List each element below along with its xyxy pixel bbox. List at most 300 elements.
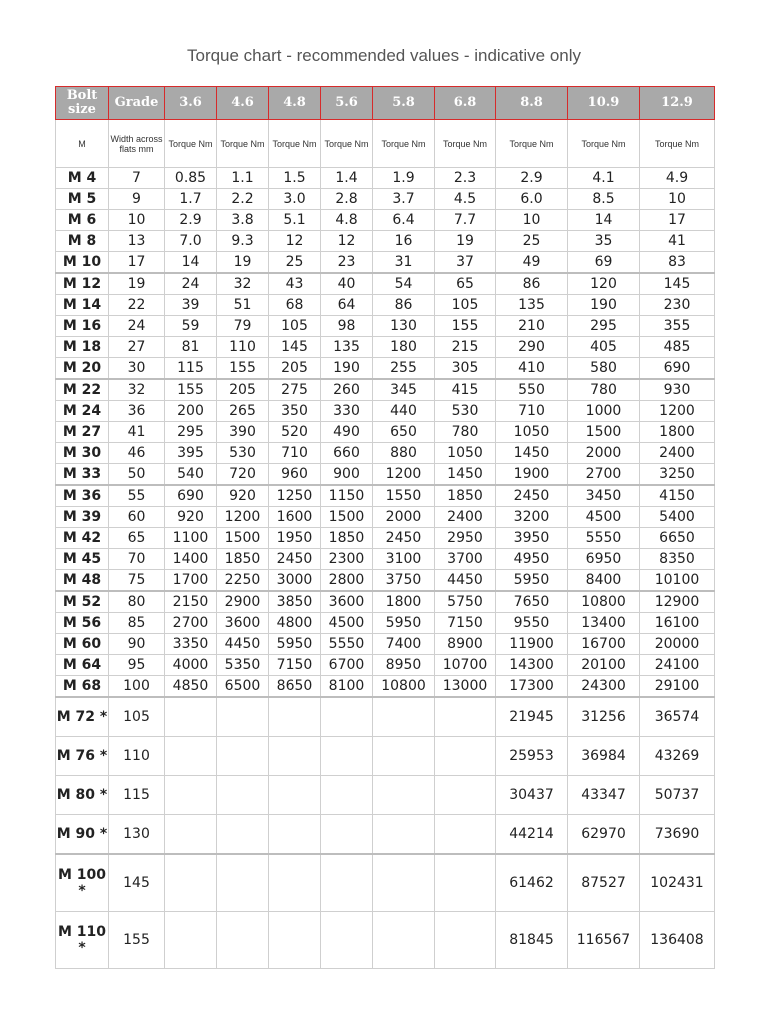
torque-value-cell (217, 854, 269, 912)
page-title: Torque chart - recommended values - indicative only (186, 46, 582, 65)
torque-unit-label: Torque Nm (269, 120, 321, 168)
torque-value-cell: 9550 (496, 613, 568, 634)
table-row (56, 655, 715, 676)
torque-value-cell: 305 (435, 358, 496, 380)
torque-value-cell: 4850 (165, 676, 217, 698)
torque-value-cell: 43347 (568, 776, 640, 815)
torque-value-cell: 4000 (165, 655, 217, 676)
torque-value-cell (373, 697, 435, 737)
table-row (56, 591, 715, 613)
torque-value-cell: 2400 (435, 507, 496, 528)
torque-value-cell: 3600 (217, 613, 269, 634)
bolt-size-cell: M 10 (56, 252, 109, 274)
torque-value-cell: 23 (321, 252, 373, 274)
table-row (56, 464, 715, 486)
torque-value-cell: 1250 (269, 485, 321, 507)
bolt-size-cell: M 64 (56, 655, 109, 676)
torque-value-cell: 6650 (640, 528, 715, 549)
bolt-size-cell: M 8 (56, 231, 109, 252)
torque-value-cell: 59 (165, 316, 217, 337)
torque-value-cell: 73690 (640, 815, 715, 855)
torque-value-cell: 2900 (217, 591, 269, 613)
grade-3-6-header: 3.6 (165, 87, 217, 120)
torque-value-cell (373, 776, 435, 815)
torque-value-cell: 2.9 (165, 210, 217, 231)
torque-value-cell: 330 (321, 401, 373, 422)
torque-value-cell: 690 (640, 358, 715, 380)
table-row (56, 168, 715, 189)
bolt-size-cell: M 90 * (56, 815, 109, 855)
torque-value-cell: 2.9 (496, 168, 568, 189)
torque-value-cell: 4450 (217, 634, 269, 655)
table-row (56, 422, 715, 443)
bolt-size-cell: M 48 (56, 570, 109, 592)
torque-value-cell (165, 776, 217, 815)
torque-value-cell: 4.1 (568, 168, 640, 189)
bolt-size-cell: M 110 * (56, 912, 109, 969)
torque-value-cell: 1450 (496, 443, 568, 464)
torque-value-cell: 205 (269, 358, 321, 380)
torque-value-cell: 1.4 (321, 168, 373, 189)
table-row (56, 697, 715, 737)
torque-value-cell: 1800 (640, 422, 715, 443)
table-row (56, 549, 715, 570)
torque-value-cell: 490 (321, 422, 373, 443)
torque-value-cell: 5950 (269, 634, 321, 655)
torque-unit-label: Torque Nm (321, 120, 373, 168)
torque-value-cell: 2700 (568, 464, 640, 486)
torque-value-cell (321, 912, 373, 969)
torque-value-cell (321, 737, 373, 776)
table-row (56, 528, 715, 549)
torque-value-cell (217, 912, 269, 969)
torque-value-cell: 41 (640, 231, 715, 252)
width-across-flats-cell: 22 (109, 295, 165, 316)
torque-unit-label: Torque Nm (496, 120, 568, 168)
width-across-flats-cell: 85 (109, 613, 165, 634)
torque-value-cell: 69 (568, 252, 640, 274)
bolt-size-cell: M 56 (56, 613, 109, 634)
torque-value-cell: 1050 (435, 443, 496, 464)
torque-value-cell: 2450 (373, 528, 435, 549)
table-row (56, 737, 715, 776)
grade-10-9-header: 10.9 (568, 87, 640, 120)
torque-value-cell: 115 (165, 358, 217, 380)
torque-value-cell: 3000 (269, 570, 321, 592)
torque-value-cell: 2000 (373, 507, 435, 528)
torque-value-cell: 155 (435, 316, 496, 337)
torque-value-cell (435, 815, 496, 855)
bolt-size-cell: M 12 (56, 273, 109, 295)
torque-table (55, 86, 715, 969)
torque-value-cell: 49 (496, 252, 568, 274)
bolt-size-cell: M 5 (56, 189, 109, 210)
torque-value-cell: 4500 (568, 507, 640, 528)
torque-value-cell: 19 (217, 252, 269, 274)
bolt-size-cell: M 27 (56, 422, 109, 443)
table-row (56, 337, 715, 358)
table-row (56, 189, 715, 210)
bolt-size-cell: M 14 (56, 295, 109, 316)
torque-value-cell: 3600 (321, 591, 373, 613)
torque-value-cell: 81 (165, 337, 217, 358)
torque-value-cell: 230 (640, 295, 715, 316)
table-row (56, 210, 715, 231)
torque-value-cell: 25 (269, 252, 321, 274)
torque-value-cell: 105 (435, 295, 496, 316)
width-across-flats-cell: 65 (109, 528, 165, 549)
torque-value-cell: 660 (321, 443, 373, 464)
torque-value-cell: 410 (496, 358, 568, 380)
torque-value-cell: 355 (640, 316, 715, 337)
bolt-size-cell: M 80 * (56, 776, 109, 815)
width-across-flats-cell: 110 (109, 737, 165, 776)
torque-value-cell: 43 (269, 273, 321, 295)
table-row (56, 252, 715, 274)
torque-value-cell: 1900 (496, 464, 568, 486)
torque-value-cell: 2250 (217, 570, 269, 592)
grade-4-6-header: 4.6 (217, 87, 269, 120)
table-row (56, 316, 715, 337)
torque-value-cell (165, 815, 217, 855)
torque-value-cell (217, 697, 269, 737)
torque-value-cell: 3100 (373, 549, 435, 570)
torque-value-cell: 25 (496, 231, 568, 252)
torque-value-cell: 12 (269, 231, 321, 252)
torque-value-cell (373, 815, 435, 855)
torque-value-cell: 6.4 (373, 210, 435, 231)
torque-value-cell: 9.3 (217, 231, 269, 252)
torque-value-cell: 135 (321, 337, 373, 358)
torque-value-cell: 2450 (269, 549, 321, 570)
torque-value-cell: 1200 (373, 464, 435, 486)
torque-value-cell: 1200 (640, 401, 715, 422)
torque-value-cell: 530 (435, 401, 496, 422)
torque-value-cell (373, 912, 435, 969)
bolt-size-cell: M 20 (56, 358, 109, 380)
torque-value-cell (321, 815, 373, 855)
bolt-size-cell: M 68 (56, 676, 109, 698)
torque-value-cell: 30437 (496, 776, 568, 815)
torque-value-cell: 12 (321, 231, 373, 252)
width-across-flats-cell: 24 (109, 316, 165, 337)
table-row (56, 273, 715, 295)
torque-value-cell: 14 (165, 252, 217, 274)
torque-value-cell: 6700 (321, 655, 373, 676)
torque-value-cell (217, 737, 269, 776)
grade-8-8-header: 8.8 (496, 87, 568, 120)
torque-value-cell: 2300 (321, 549, 373, 570)
torque-value-cell: 200 (165, 401, 217, 422)
table-row (56, 613, 715, 634)
width-across-flats-cell: 27 (109, 337, 165, 358)
torque-value-cell (165, 697, 217, 737)
torque-value-cell: 1500 (321, 507, 373, 528)
torque-value-cell: 1950 (269, 528, 321, 549)
torque-value-cell: 7400 (373, 634, 435, 655)
torque-value-cell: 920 (165, 507, 217, 528)
torque-value-cell: 1.7 (165, 189, 217, 210)
width-across-flats-cell: 90 (109, 634, 165, 655)
torque-value-cell: 20000 (640, 634, 715, 655)
torque-value-cell: 7150 (435, 613, 496, 634)
torque-value-cell: 116567 (568, 912, 640, 969)
torque-value-cell: 20100 (568, 655, 640, 676)
width-across-flats-cell: 115 (109, 776, 165, 815)
width-across-flats-cell: 50 (109, 464, 165, 486)
torque-value-cell: 37 (435, 252, 496, 274)
torque-value-cell: 295 (568, 316, 640, 337)
torque-value-cell: 36574 (640, 697, 715, 737)
width-across-flats-cell: 36 (109, 401, 165, 422)
table-row (56, 358, 715, 380)
torque-value-cell (269, 815, 321, 855)
table-row (56, 776, 715, 815)
bolt-size-cell: M 100 * (56, 854, 109, 912)
grade-6-8-header: 6.8 (435, 87, 496, 120)
width-across-flats-cell: 7 (109, 168, 165, 189)
torque-unit-label: Torque Nm (435, 120, 496, 168)
torque-value-cell: 5.1 (269, 210, 321, 231)
bolt-size-cell: M 22 (56, 379, 109, 401)
torque-value-cell: 6950 (568, 549, 640, 570)
width-across-flats-cell: 155 (109, 912, 165, 969)
width-across-flats-cell: 13 (109, 231, 165, 252)
torque-value-cell: 10100 (640, 570, 715, 592)
torque-value-cell: 79 (217, 316, 269, 337)
bolt-size-cell: M 72 * (56, 697, 109, 737)
torque-unit-label: Torque Nm (217, 120, 269, 168)
torque-value-cell: 32 (217, 273, 269, 295)
torque-value-cell: 2.8 (321, 189, 373, 210)
torque-value-cell: 13000 (435, 676, 496, 698)
torque-value-cell: 61462 (496, 854, 568, 912)
torque-value-cell: 21945 (496, 697, 568, 737)
torque-value-cell: 4950 (496, 549, 568, 570)
torque-value-cell: 31 (373, 252, 435, 274)
torque-value-cell: 13400 (568, 613, 640, 634)
torque-value-cell: 2400 (640, 443, 715, 464)
torque-value-cell: 86 (373, 295, 435, 316)
torque-value-cell (165, 912, 217, 969)
torque-value-cell: 43269 (640, 737, 715, 776)
torque-value-cell: 5550 (568, 528, 640, 549)
grade-header-row (56, 87, 715, 120)
torque-value-cell: 190 (568, 295, 640, 316)
bolt-size-cell: M 18 (56, 337, 109, 358)
torque-value-cell: 98 (321, 316, 373, 337)
torque-value-cell: 155 (217, 358, 269, 380)
torque-value-cell: 960 (269, 464, 321, 486)
torque-value-cell: 68 (269, 295, 321, 316)
torque-value-cell (435, 697, 496, 737)
torque-value-cell: 780 (568, 379, 640, 401)
torque-value-cell: 540 (165, 464, 217, 486)
torque-value-cell: 4500 (321, 613, 373, 634)
torque-value-cell: 7150 (269, 655, 321, 676)
torque-value-cell: 155 (165, 379, 217, 401)
unit-header-row (56, 120, 715, 168)
bolt-size-cell: M 4 (56, 168, 109, 189)
table-row (56, 634, 715, 655)
bolt-size-header: Bolt size (56, 87, 109, 120)
torque-value-cell: 650 (373, 422, 435, 443)
torque-value-cell: 2.3 (435, 168, 496, 189)
torque-value-cell: 1000 (568, 401, 640, 422)
torque-value-cell: 180 (373, 337, 435, 358)
torque-value-cell: 12900 (640, 591, 715, 613)
width-across-flats-label: Width across flats mm (109, 120, 165, 168)
torque-value-cell: 145 (269, 337, 321, 358)
torque-value-cell: 5750 (435, 591, 496, 613)
torque-value-cell: 260 (321, 379, 373, 401)
torque-value-cell: 25953 (496, 737, 568, 776)
torque-value-cell (269, 912, 321, 969)
grade-5-8-header: 5.8 (373, 87, 435, 120)
torque-value-cell: 295 (165, 422, 217, 443)
torque-table-body (56, 168, 715, 969)
torque-value-cell: 4.9 (640, 168, 715, 189)
torque-value-cell: 1.5 (269, 168, 321, 189)
width-across-flats-cell: 105 (109, 697, 165, 737)
torque-value-cell: 2.2 (217, 189, 269, 210)
torque-value-cell: 1450 (435, 464, 496, 486)
width-across-flats-cell: 70 (109, 549, 165, 570)
width-across-flats-cell: 41 (109, 422, 165, 443)
torque-value-cell: 31256 (568, 697, 640, 737)
width-across-flats-cell: 9 (109, 189, 165, 210)
torque-value-cell: 710 (269, 443, 321, 464)
torque-value-cell: 3.7 (373, 189, 435, 210)
torque-value-cell: 720 (217, 464, 269, 486)
torque-value-cell: 3.8 (217, 210, 269, 231)
torque-value-cell: 485 (640, 337, 715, 358)
torque-value-cell: 16100 (640, 613, 715, 634)
torque-value-cell: 4.5 (435, 189, 496, 210)
torque-value-cell: 135 (496, 295, 568, 316)
torque-value-cell: 190 (321, 358, 373, 380)
torque-value-cell: 205 (217, 379, 269, 401)
torque-value-cell: 105 (269, 316, 321, 337)
torque-value-cell: 10 (640, 189, 715, 210)
torque-value-cell: 40 (321, 273, 373, 295)
width-across-flats-cell: 100 (109, 676, 165, 698)
torque-value-cell: 0.85 (165, 168, 217, 189)
torque-value-cell: 1550 (373, 485, 435, 507)
table-row (56, 912, 715, 969)
torque-value-cell: 145 (640, 273, 715, 295)
torque-value-cell: 580 (568, 358, 640, 380)
torque-value-cell: 290 (496, 337, 568, 358)
torque-value-cell: 14 (568, 210, 640, 231)
torque-value-cell: 1500 (568, 422, 640, 443)
bolt-size-cell: M 42 (56, 528, 109, 549)
torque-value-cell: 440 (373, 401, 435, 422)
torque-value-cell: 275 (269, 379, 321, 401)
torque-value-cell: 7650 (496, 591, 568, 613)
torque-value-cell: 4800 (269, 613, 321, 634)
torque-value-cell: 10 (496, 210, 568, 231)
torque-value-cell: 265 (217, 401, 269, 422)
torque-value-cell: 54 (373, 273, 435, 295)
torque-value-cell: 35 (568, 231, 640, 252)
torque-value-cell: 8650 (269, 676, 321, 698)
torque-value-cell: 210 (496, 316, 568, 337)
torque-value-cell: 255 (373, 358, 435, 380)
torque-value-cell: 415 (435, 379, 496, 401)
torque-value-cell (165, 854, 217, 912)
torque-value-cell: 900 (321, 464, 373, 486)
torque-value-cell: 2700 (165, 613, 217, 634)
torque-value-cell: 395 (165, 443, 217, 464)
bolt-size-cell: M 6 (56, 210, 109, 231)
torque-value-cell: 3750 (373, 570, 435, 592)
torque-value-cell: 50737 (640, 776, 715, 815)
torque-value-cell: 6500 (217, 676, 269, 698)
torque-value-cell: 405 (568, 337, 640, 358)
torque-value-cell: 2150 (165, 591, 217, 613)
torque-value-cell: 24300 (568, 676, 640, 698)
torque-value-cell: 345 (373, 379, 435, 401)
torque-value-cell: 6.0 (496, 189, 568, 210)
torque-unit-label: Torque Nm (640, 120, 715, 168)
bolt-size-cell: M 36 (56, 485, 109, 507)
grade-12-9-header: 12.9 (640, 87, 715, 120)
torque-value-cell: 10800 (373, 676, 435, 698)
torque-value-cell: 1400 (165, 549, 217, 570)
torque-value-cell: 5950 (496, 570, 568, 592)
torque-value-cell: 16 (373, 231, 435, 252)
bolt-size-cell: M 76 * (56, 737, 109, 776)
bolt-size-cell: M 33 (56, 464, 109, 486)
torque-value-cell: 39 (165, 295, 217, 316)
torque-value-cell: 1150 (321, 485, 373, 507)
torque-value-cell: 19 (435, 231, 496, 252)
torque-value-cell: 1050 (496, 422, 568, 443)
torque-value-cell (435, 854, 496, 912)
torque-value-cell: 5350 (217, 655, 269, 676)
table-row (56, 295, 715, 316)
torque-value-cell: 1100 (165, 528, 217, 549)
bolt-size-cell: M 16 (56, 316, 109, 337)
table-row (56, 815, 715, 855)
width-across-flats-cell: 145 (109, 854, 165, 912)
torque-value-cell: 8100 (321, 676, 373, 698)
width-across-flats-cell: 17 (109, 252, 165, 274)
bolt-size-cell: M 60 (56, 634, 109, 655)
grade-5-6-header: 5.6 (321, 87, 373, 120)
torque-value-cell: 780 (435, 422, 496, 443)
torque-value-cell: 10700 (435, 655, 496, 676)
torque-value-cell: 81845 (496, 912, 568, 969)
torque-value-cell: 920 (217, 485, 269, 507)
torque-value-cell: 36984 (568, 737, 640, 776)
torque-value-cell: 7.7 (435, 210, 496, 231)
torque-value-cell: 4.8 (321, 210, 373, 231)
torque-value-cell: 1850 (435, 485, 496, 507)
torque-value-cell: 1.9 (373, 168, 435, 189)
width-across-flats-cell: 32 (109, 379, 165, 401)
torque-value-cell: 530 (217, 443, 269, 464)
torque-value-cell: 2000 (568, 443, 640, 464)
width-across-flats-cell: 80 (109, 591, 165, 613)
torque-unit-label: Torque Nm (165, 120, 217, 168)
torque-value-cell (373, 854, 435, 912)
torque-value-cell: 102431 (640, 854, 715, 912)
torque-value-cell (269, 737, 321, 776)
grade-header: Grade (109, 87, 165, 120)
torque-value-cell: 64 (321, 295, 373, 316)
